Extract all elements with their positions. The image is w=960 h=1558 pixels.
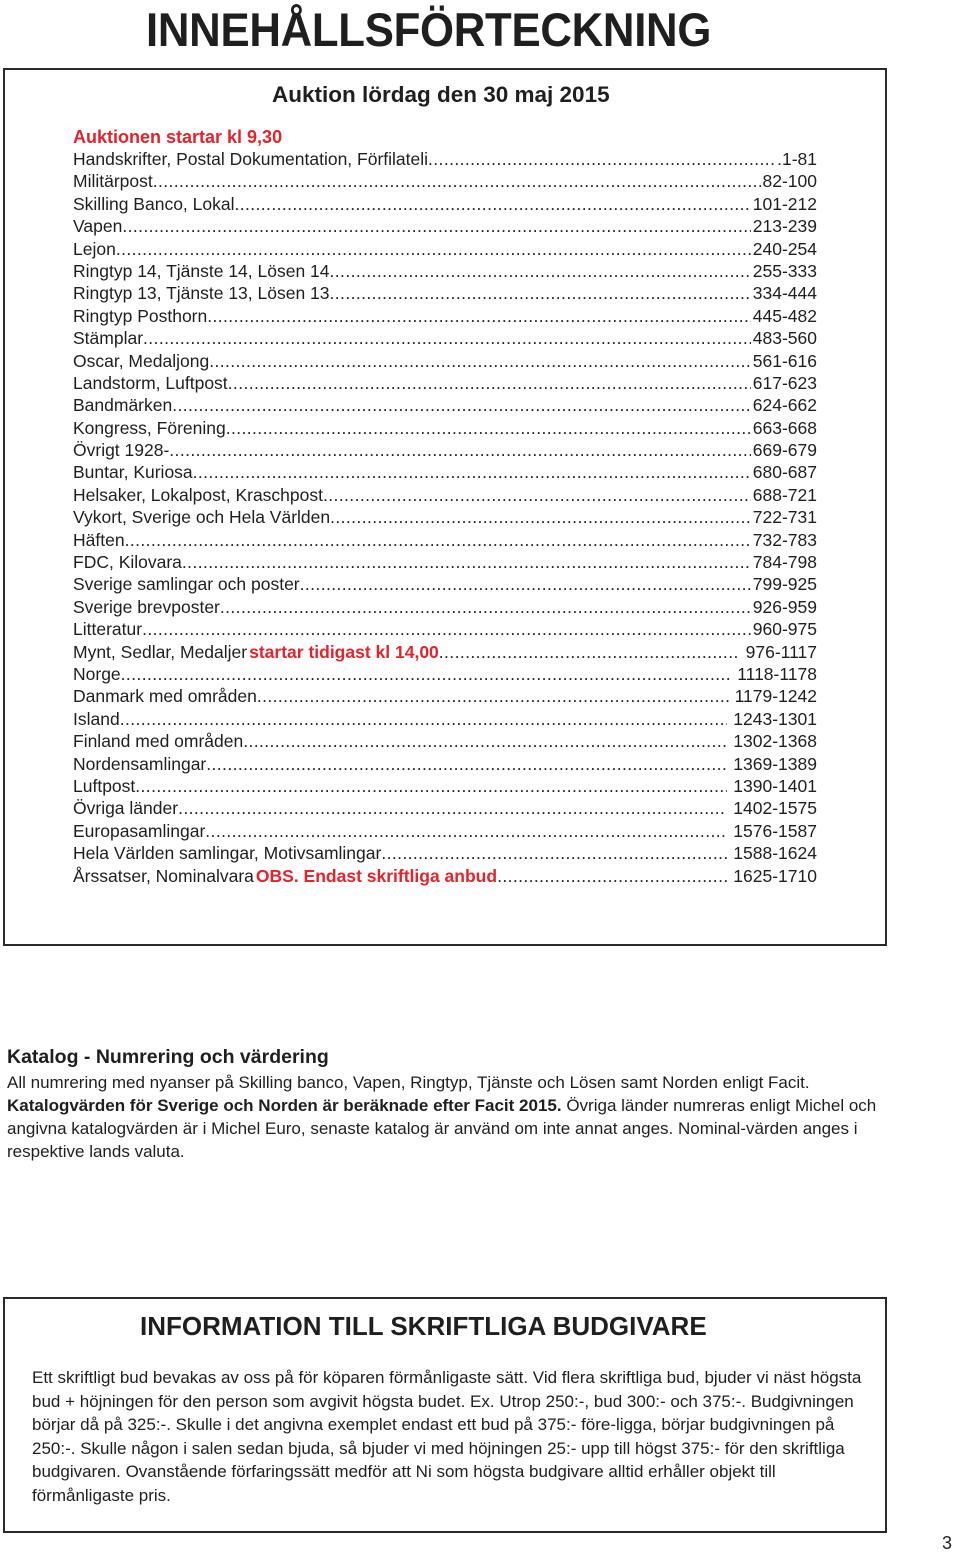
toc-row xyxy=(73,439,817,461)
toc-page-range: 680-687 xyxy=(752,462,817,483)
toc-leader-dots xyxy=(234,193,750,215)
toc-label: FDC, Kilovara xyxy=(73,552,182,573)
toc-row xyxy=(73,708,817,730)
toc-row xyxy=(73,842,817,864)
toc-label: Lejon xyxy=(73,238,116,259)
toc-label: Ringtyp Posthorn xyxy=(73,305,208,326)
toc-page-range: 82-100 xyxy=(762,171,817,192)
toc-label: Militärpost xyxy=(73,171,153,192)
toc-label: Häften xyxy=(73,529,125,550)
toc-highlight-note: startar tidigast kl 14,00 xyxy=(249,641,439,662)
toc-label: Övrigt 1928- xyxy=(73,440,170,461)
toc-row xyxy=(73,797,817,819)
toc-page-range: 799-925 xyxy=(752,574,817,595)
toc-leader-dots xyxy=(135,775,727,797)
toc-row xyxy=(73,573,817,595)
toc-highlight-note: OBS. Endast skriftliga anbud xyxy=(255,865,498,886)
auction-start-note: Auktionen startar kl 9,30 xyxy=(73,127,283,147)
toc-row xyxy=(73,775,817,797)
toc-leader-dots xyxy=(381,842,727,864)
toc-leader-dots xyxy=(257,685,729,707)
toc-row xyxy=(73,417,817,439)
toc-page-range: 483-560 xyxy=(752,328,817,349)
toc-label: Norge xyxy=(73,663,121,684)
toc-row xyxy=(73,596,817,618)
toc-leader-dots xyxy=(330,260,751,282)
toc-label: Helsaker, Lokalpost, Kraschpost xyxy=(73,484,323,505)
toc-page-range: 669-679 xyxy=(752,440,817,461)
toc-row xyxy=(73,394,817,416)
toc-page-range: 255-333 xyxy=(752,260,817,281)
toc-page-range: 926-959 xyxy=(752,596,817,617)
toc-row xyxy=(73,730,817,752)
toc-label: Buntar, Kuriosa xyxy=(73,462,193,483)
toc-row xyxy=(73,148,817,170)
toc-row xyxy=(73,350,817,372)
catalog-heading: Katalog - Numrering och värdering xyxy=(7,1046,329,1068)
toc-page-range: 624-662 xyxy=(752,395,817,416)
toc-page-range: 663-668 xyxy=(752,417,817,438)
toc-label: Landstorm, Luftpost xyxy=(73,372,228,393)
toc-page-range: 722-731 xyxy=(752,507,817,528)
page-title: INNEHÅLLSFÖRTECKNING xyxy=(146,3,712,56)
toc-leader-dots xyxy=(300,573,751,595)
toc-label: Årssatser, Nominalvara xyxy=(73,865,254,886)
toc-leader-dots xyxy=(439,641,740,663)
toc-leader-dots xyxy=(323,484,751,506)
toc-label: Hela Världen samlingar, Motivsamlingar xyxy=(73,843,382,864)
toc-row xyxy=(73,484,817,506)
toc-page-range: 784-798 xyxy=(752,552,817,573)
toc-label: Oscar, Medaljong xyxy=(73,350,210,371)
toc-row xyxy=(73,865,817,887)
toc-leader-dots xyxy=(193,461,751,483)
toc-page-range: 960-975 xyxy=(752,619,817,640)
toc-leader-dots xyxy=(169,439,750,461)
toc-page-range: 334-444 xyxy=(752,283,817,304)
toc-row xyxy=(73,193,817,215)
toc-leader-dots xyxy=(143,327,751,349)
toc-leader-dots xyxy=(205,820,727,842)
toc-label: Ringtyp 13, Tjänste 13, Lösen 13 xyxy=(73,283,330,304)
toc-page-range: 1576-1587 xyxy=(733,820,817,841)
toc-page-range: 1588-1624 xyxy=(733,843,817,864)
toc-leader-dots xyxy=(122,215,750,237)
info-heading: INFORMATION TILL SKRIFTLIGA BUDGIVARE xyxy=(140,1311,707,1341)
toc-label: Stämplar xyxy=(73,328,144,349)
toc-leader-dots xyxy=(125,529,751,551)
toc-row xyxy=(73,282,817,304)
toc-leader-dots xyxy=(226,417,751,439)
toc-leader-dots xyxy=(207,305,751,327)
toc-row xyxy=(73,753,817,775)
toc-label: Litteratur xyxy=(73,619,143,640)
toc-row xyxy=(73,238,817,260)
toc-row xyxy=(73,551,817,573)
toc-leader-dots xyxy=(243,730,727,752)
toc-leader-dots xyxy=(182,551,751,573)
catalog-text-1: All numrering med nyanser på Skilling banco, Vapen, Ringtyp, Tjänste och Lösen samt Norden enligt Facit. xyxy=(7,1073,810,1092)
toc-leader-dots xyxy=(228,372,751,394)
toc-leader-dots xyxy=(142,618,751,640)
toc-page-range: 213-239 xyxy=(752,216,817,237)
toc-label: Handskrifter, Postal Dokumentation, Förfilateli xyxy=(73,149,429,169)
toc-page-range: 101-212 xyxy=(752,193,817,214)
toc-label: Finland med områden xyxy=(73,731,244,752)
toc-row xyxy=(73,820,817,842)
toc-label: Kongress, Förening xyxy=(73,417,226,438)
toc-leader-dots xyxy=(497,865,727,887)
toc-leader-dots xyxy=(178,797,727,819)
toc-leader-dots xyxy=(330,506,751,528)
toc-page-range: 561-616 xyxy=(752,350,817,371)
info-body: Ett skriftligt bud bevakas av oss på för köparen förmånligaste sätt. Vid flera skriftliga bud, bjuder vi näst högsta bud + höjningen för den person som avgivit högsta budet. Ex. Utrop 250:-, bud 300:- och 375:-. Budgivningen börjar då på 325:-. Skulle i det angivna exemplet endast ett bud på 375:- före-ligga, börjar budgivningen på 250:-. Skulle någon i salen sedan bjuda, så bjuder vi med höjningen 25:- upp till högst 375:- för den skriftliga budgivaren. Ovanstående förfaringssätt medför att Ni som högsta budgivare alltid erhåller objekt till förmånligaste pris. xyxy=(32,1368,862,1505)
toc-leader-dots xyxy=(206,753,727,775)
toc-label: Bandmärken xyxy=(73,395,173,416)
toc-label: Vapen xyxy=(73,216,123,237)
toc-list xyxy=(73,148,817,887)
toc-label: Sverige samlingar och poster xyxy=(73,574,300,595)
catalog-body xyxy=(7,1071,887,1163)
toc-row xyxy=(73,506,817,528)
toc-row xyxy=(73,372,817,394)
toc-page-range: 1179-1242 xyxy=(734,686,817,707)
toc-page-range: 732-783 xyxy=(752,529,817,550)
toc-page-range: 1402-1575 xyxy=(733,798,817,819)
toc-label: Mynt, Sedlar, Medaljer xyxy=(73,641,248,662)
toc-row xyxy=(73,529,817,551)
toc-row xyxy=(73,685,817,707)
toc-row xyxy=(73,260,817,282)
toc-leader-dots xyxy=(121,663,732,685)
toc-label: Danmark med områden xyxy=(73,686,257,707)
catalog-text-bold: Katalogvärden för Sverige och Norden är beräknade efter Facit 2015. xyxy=(7,1096,562,1115)
toc-label: Övriga länder xyxy=(73,798,179,819)
toc-leader-dots xyxy=(330,282,751,304)
page-number: 3 xyxy=(942,1533,953,1553)
toc-row xyxy=(73,305,817,327)
toc-leader-dots xyxy=(120,708,728,730)
toc-row xyxy=(73,663,817,685)
toc-label: Nordensamlingar xyxy=(73,753,207,774)
toc-page-range: 1369-1389 xyxy=(733,753,817,774)
toc-page-range: 1625-1710 xyxy=(733,865,817,886)
toc-row xyxy=(73,618,817,640)
toc-page-range: 445-482 xyxy=(752,305,817,326)
toc-page-range: 1243-1301 xyxy=(733,708,817,729)
toc-leader-dots xyxy=(220,596,751,618)
toc-page-range: 1118-1178 xyxy=(737,663,817,684)
toc-label: Island xyxy=(73,708,120,729)
toc-row xyxy=(73,215,817,237)
toc-leader-dots xyxy=(153,170,761,192)
toc-page-range: 976-1117 xyxy=(745,641,817,662)
toc-label: Vykort, Sverige och Hela Världen xyxy=(73,507,331,528)
toc-row xyxy=(73,170,817,192)
toc-page-range: .1-81 xyxy=(777,149,817,169)
toc-leader-dots xyxy=(428,148,775,170)
toc-leader-dots xyxy=(209,350,751,372)
toc-row xyxy=(73,641,817,663)
toc-label: Luftpost xyxy=(73,775,136,796)
toc-row xyxy=(73,461,817,483)
toc-label: Ringtyp 14, Tjänste 14, Lösen 14 xyxy=(73,260,330,281)
toc-label: Skilling Banco, Lokal xyxy=(73,193,235,214)
toc-page-range: 240-254 xyxy=(752,238,817,259)
catalog-text-2: Övriga länder numreras enligt Michel och angivna katalogvärden är i Michel Euro, senaste katalog är använd om inte annat anges. Nominal-värden anges i respektive lands valuta. xyxy=(7,1096,877,1161)
toc-leader-dots xyxy=(116,238,751,260)
toc-label: Sverige brevposter xyxy=(73,596,220,617)
toc-page-range: 1302-1368 xyxy=(733,731,817,752)
toc-leader-dots xyxy=(172,394,751,416)
toc-row xyxy=(73,327,817,349)
toc-page-range: 617-623 xyxy=(752,372,817,393)
toc-label: Europasamlingar xyxy=(73,820,206,841)
auction-title: Auktion lördag den 30 maj 2015 xyxy=(272,82,610,107)
toc-page-range: 688-721 xyxy=(752,484,817,505)
toc-page-range: 1390-1401 xyxy=(733,775,817,796)
